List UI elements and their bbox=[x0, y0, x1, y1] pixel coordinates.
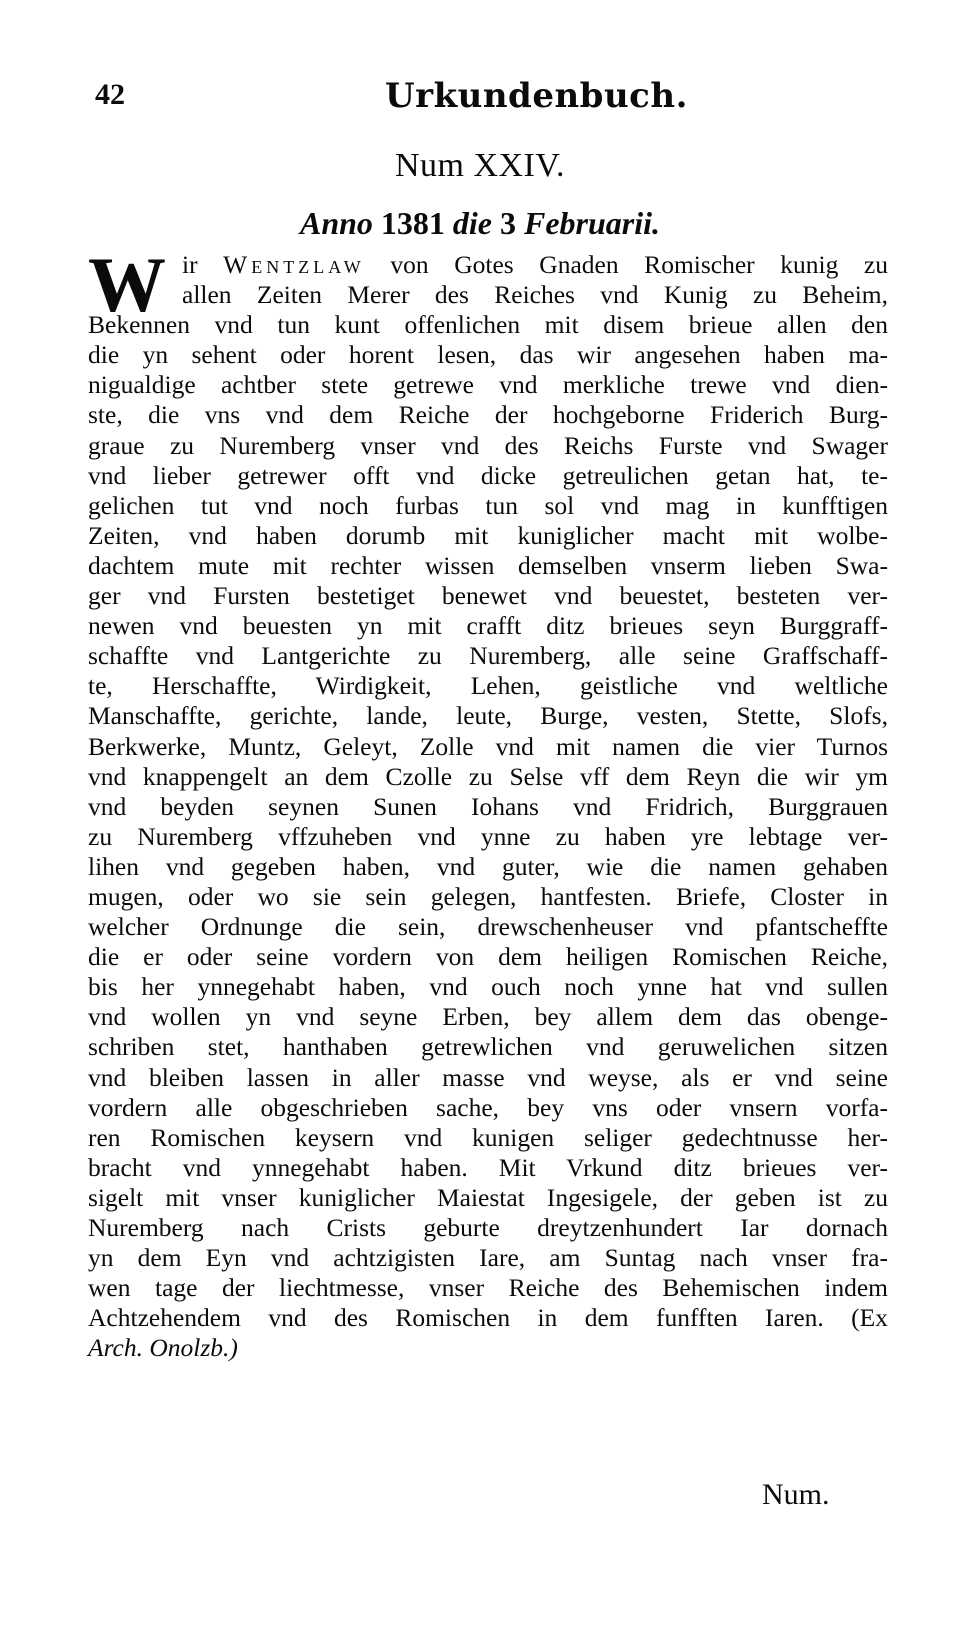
drop-cap: W bbox=[88, 241, 166, 328]
text-line bbox=[88, 250, 888, 280]
text-line: die er oder seine vordern von dem heiligen Romischen Reiche, bbox=[88, 942, 888, 972]
text-line: schaffte vnd Lantgerichte zu Nuremberg, alle seine Graffschaff- bbox=[88, 641, 888, 671]
charter-text bbox=[88, 241, 888, 1363]
text-line: Achtzehendem vnd des Romischen in dem funfften Iaren. (Ex bbox=[88, 1303, 888, 1333]
text-line: wen tage der liechtmesse, vnser Reiche des Behemischen indem bbox=[88, 1273, 888, 1303]
text-line: newen vnd beuesten yn mit crafft ditz brieues seyn Burggraff- bbox=[88, 611, 888, 641]
text-line: vnd beyden seynen Sunen Iohans vnd Fridrich, Burggrauen bbox=[88, 791, 888, 821]
text-line: Bekennen vnd tun kunt offenlichen mit disem brieue allen den bbox=[88, 310, 888, 340]
text-line: schriben stet, hanthaben getrewlichen vnd geruwelichen sitzen bbox=[88, 1032, 888, 1062]
document-date bbox=[0, 205, 960, 242]
text-line: yn dem Eyn vnd achtzigisten Iare, am Suntag nach vnser fra- bbox=[88, 1243, 888, 1273]
text-line: sigelt mit vnser kuniglicher Maiestat Ingesigele, der geben ist zu bbox=[88, 1182, 888, 1212]
text-line: allen Zeiten Merer des Reiches vnd Kunig zu Beheim, bbox=[182, 280, 888, 310]
name-wentzlaw: Wentzlaw bbox=[223, 250, 365, 279]
text-line: Zeiten, vnd haben dorumb mit kuniglicher macht mit wolbe- bbox=[88, 520, 888, 550]
running-title: Urkundenbuch. bbox=[385, 76, 688, 116]
text-lines bbox=[88, 280, 888, 1333]
text-line: nigualdige achtber stete getrewe vnd merkliche trewe vnd dien- bbox=[88, 370, 888, 400]
text-line: Manschaffte, gerichte, lande, leute, Burge, vesten, Stette, Slofs, bbox=[88, 701, 888, 731]
text-line: vnd knappengelt an dem Czolle zu Selse vff dem Reyn die wir ym bbox=[88, 761, 888, 791]
catchword: Num. bbox=[762, 1478, 830, 1511]
text-line: bis her ynnegehabt haben, vnd ouch noch ynne hat vnd sullen bbox=[88, 972, 888, 1002]
text-line: Berkwerke, Muntz, Geleyt, Zolle vnd mit namen die vier Turnos bbox=[88, 731, 888, 761]
date-month: Februarii. bbox=[524, 205, 661, 241]
text-line: vnd lieber getrewer offt vnd dicke getreulichen getan hat, te- bbox=[88, 460, 888, 490]
text-line: mugen, oder wo sie sein gelegen, hantfesten. Briefe, Closter in bbox=[88, 881, 888, 911]
page-header bbox=[95, 78, 890, 126]
first-line-tail: von Gotes Gnaden Romischer kunig zu bbox=[390, 250, 888, 279]
text-line: ste, die vns vnd dem Reiche der hochgeborne Friderich Burg- bbox=[88, 400, 888, 430]
text-line: vordern alle obgeschrieben sache, bey vns oder vnsern vorfa- bbox=[88, 1092, 888, 1122]
text-line: bracht vnd ynnegehabt haben. Mit Vrkund ditz brieues ver- bbox=[88, 1152, 888, 1182]
page-number: 42 bbox=[95, 78, 125, 111]
text-line: graue zu Nuremberg vnser vnd des Reichs Furste vnd Swager bbox=[88, 430, 888, 460]
date-anno: Anno bbox=[299, 205, 373, 241]
text-line: gelichen tut vnd noch furbas tun sol vnd mag in kunfftigen bbox=[88, 490, 888, 520]
text-line: vnd bleiben lassen in aller masse vnd weyse, als er vnd seine bbox=[88, 1062, 888, 1092]
date-die: die bbox=[452, 205, 492, 241]
text-line: die yn sehent oder horent lesen, das wir angesehen haben ma- bbox=[88, 340, 888, 370]
text-line: vnd wollen yn vnd seyne Erben, bey allem dem das obenge- bbox=[88, 1002, 888, 1032]
text-line: Nuremberg nach Crists geburte dreytzenhundert Iar dornach bbox=[88, 1213, 888, 1242]
date-day: 3 bbox=[500, 205, 516, 241]
text-line: ren Romischen keysern vnd kunigen seliger gedechtnusse her- bbox=[88, 1122, 888, 1152]
text-line: lihen vnd gegeben haben, vnd guter, wie die namen gehaben bbox=[88, 851, 888, 881]
text-line-final: Arch. Onolzb.) bbox=[88, 1333, 238, 1363]
date-year: 1381 bbox=[380, 205, 445, 241]
text-line: zu Nuremberg vffzuheben vnd ynne zu haben yre lebtage ver- bbox=[88, 821, 888, 851]
first-line-start: ir bbox=[182, 250, 198, 279]
text-line: ger vnd Fursten bestetiget benewet vnd beuestet, besteten ver- bbox=[88, 581, 888, 611]
document-number: Num XXIV. bbox=[394, 147, 566, 184]
text-line: welcher Ordnunge die sein, drewschenheuser vnd pfantscheffte bbox=[88, 912, 888, 942]
text-line: te, Herschaffte, Wirdigkeit, Lehen, geistliche vnd weltliche bbox=[88, 671, 888, 701]
text-line: dachtem mute mit rechter wissen demselben vnserm lieben Swa- bbox=[88, 550, 888, 580]
